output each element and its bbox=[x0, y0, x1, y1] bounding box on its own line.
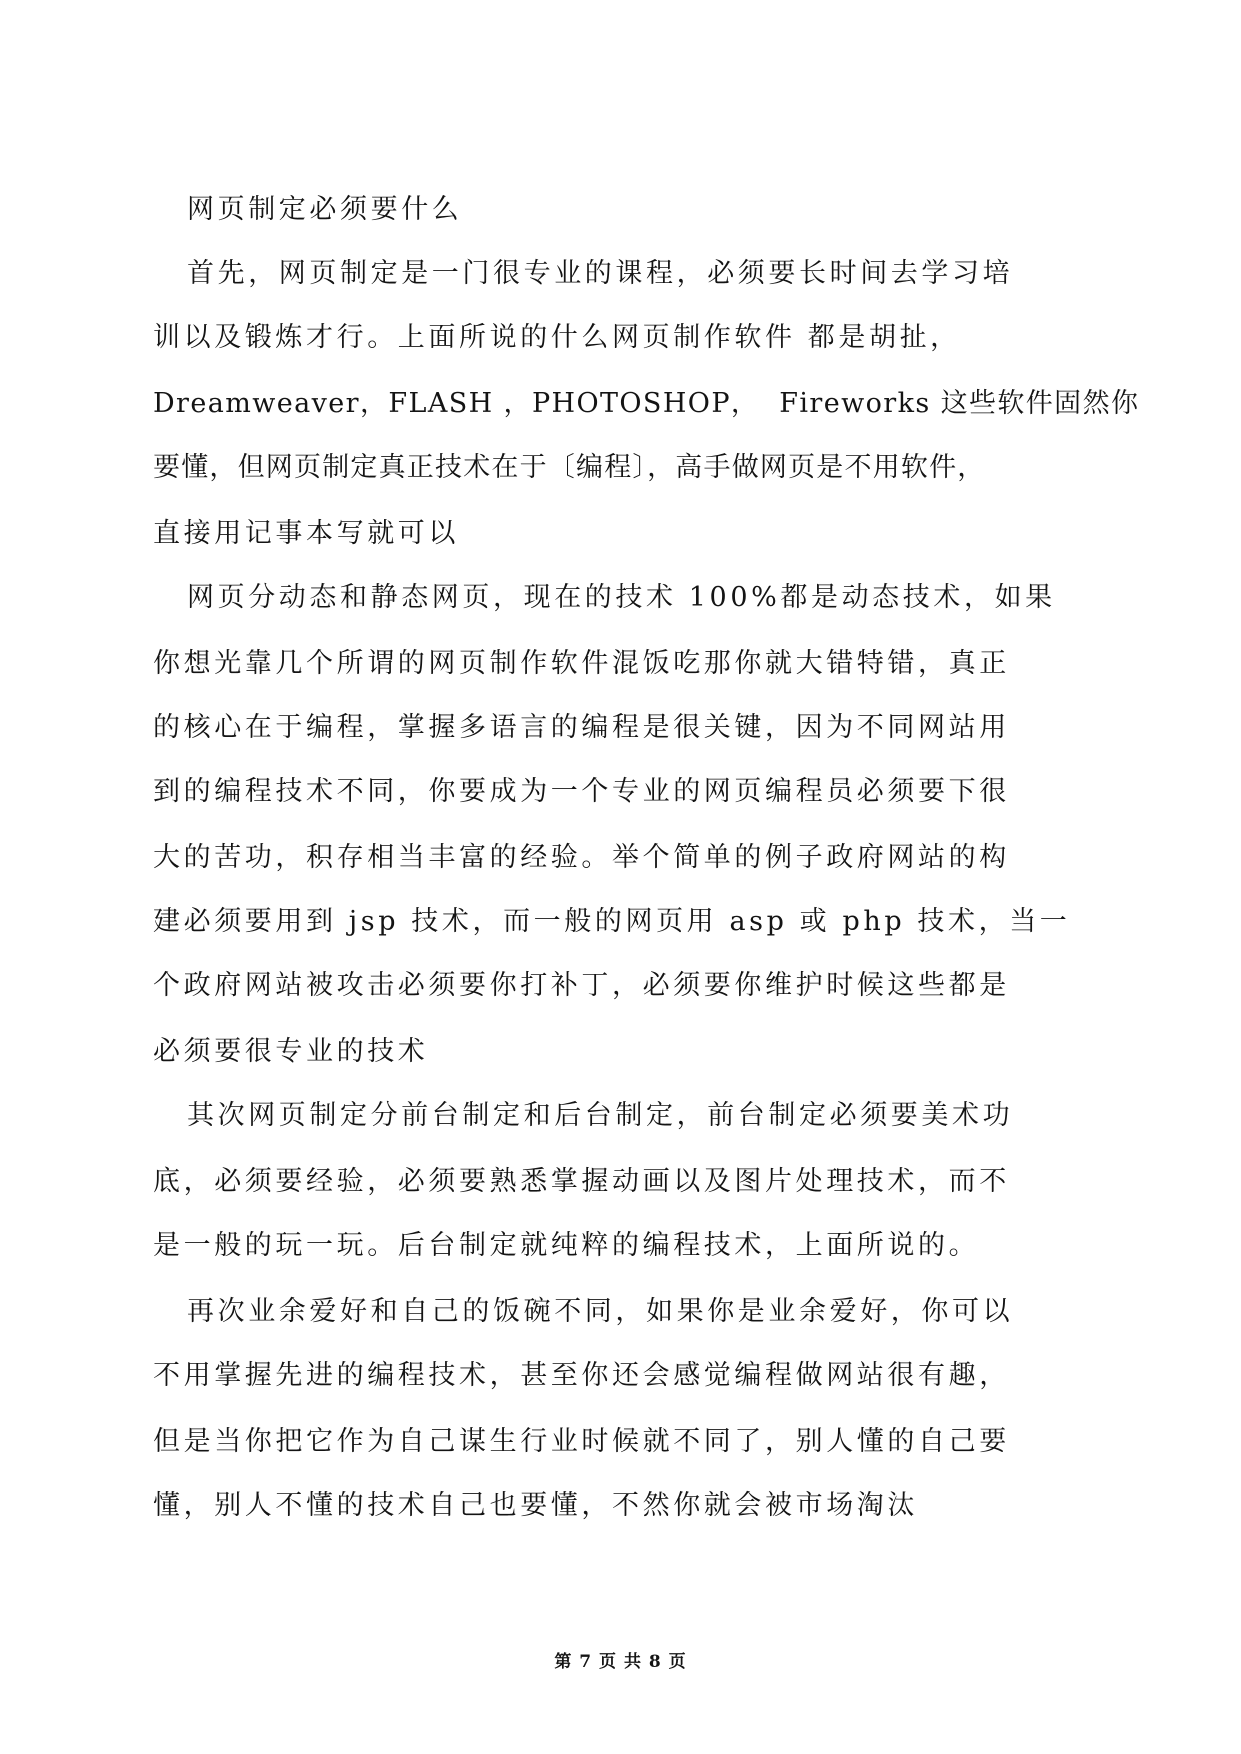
paragraph-line: 网页分动态和静态网页，现在的技术 100%都是动态技术，如果 bbox=[187, 582, 1056, 613]
paragraph-line: 是一般的玩一玩。后台制定就纯粹的编程技术，上面所说的。 bbox=[153, 1230, 980, 1261]
paragraph-line: 底，必须要经验，必须要熟悉掌握动画以及图片处理技术，而不 bbox=[153, 1166, 1010, 1197]
paragraph-line: 训以及锻炼才行。上面所说的什么网页制作软件 都是胡扯， bbox=[153, 322, 961, 353]
paragraph-line: 的核心在于编程，掌握多语言的编程是很关键，因为不同网站用 bbox=[153, 712, 1010, 743]
paragraph-line: 懂，别人不懂的技术自己也要懂，不然你就会被市场淘汰 bbox=[153, 1490, 918, 1521]
paragraph-line: 大的苦功，积存相当丰富的经验。举个简单的例子政府网站的构 bbox=[153, 842, 1010, 873]
paragraph-line: 其次网页制定分前台制定和后台制定，前台制定必须要美术功 bbox=[187, 1100, 1014, 1131]
paragraph-line: 首先，网页制定是一门很专业的课程，必须要长时间去学习培 bbox=[187, 258, 1014, 289]
paragraph-line: 你想光靠几个所谓的网页制作软件混饭吃那你就大错特错，真正 bbox=[153, 648, 1010, 679]
paragraph-line: 必须要很专业的技术 bbox=[153, 1036, 429, 1067]
paragraph-line: 直接用记事本写就可以 bbox=[153, 518, 459, 549]
paragraph-line: 但是当你把它作为自己谋生行业时候就不同了，别人懂的自己要 bbox=[153, 1426, 1010, 1457]
paragraph-line: 个政府网站被攻击必须要你打补丁，必须要你维护时候这些都是 bbox=[153, 970, 1010, 1001]
paragraph-line: 不用掌握先进的编程技术，甚至你还会感觉编程做网站很有趣， bbox=[153, 1360, 1010, 1391]
paragraph-line: 到的编程技术不同，你要成为一个专业的网页编程员必须要下很 bbox=[153, 776, 1010, 807]
paragraph-line: 建必须要用到 jsp 技术，而一般的网页用 asp 或 php 技术，当一 bbox=[153, 906, 1071, 937]
paragraph-line: 要懂，但网页制定真正技术在于〔编程〕，高手做网页是不用软件， bbox=[153, 452, 986, 483]
document-title: 网页制定必须要什么 bbox=[187, 194, 463, 225]
page-number-footer: 第 7 页 共 8 页 bbox=[554, 1652, 687, 1672]
paragraph-line: 再次业余爱好和自己的饭碗不同，如果你是业余爱好，你可以 bbox=[187, 1296, 1014, 1327]
paragraph-line: Dreamweaver，FLASH ，PHOTOSHOP， Fireworks 这些软件固然你 bbox=[153, 388, 1140, 419]
